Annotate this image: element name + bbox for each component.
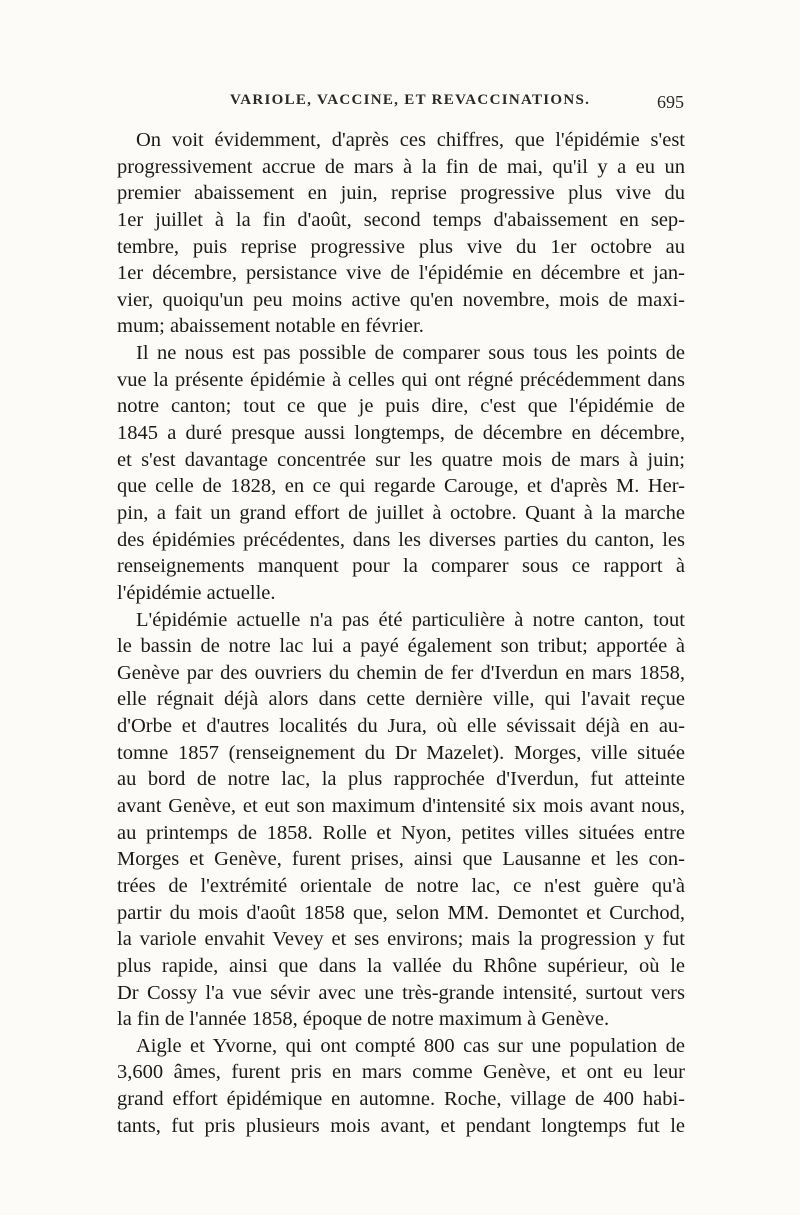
text-line: tants, fut pris plusieurs mois avant, et pendant longtemps fut le — [117, 1114, 685, 1137]
text-line: Il ne nous est pas possible de comparer sous tous les points de — [136, 342, 685, 365]
text-line: 1er juillet à la fin d'août, second temps d'abaissement en sep- — [117, 208, 685, 231]
text-line: tembre, puis reprise progressive plus vive du 1er octobre au — [117, 235, 685, 258]
text-line: l'épidémie actuelle. — [117, 581, 276, 604]
text-line: le bassin de notre lac lui a payé également son tribut; apportée à — [117, 635, 685, 658]
running-title: VARIOLE, VACCINE, ET REVACCINATIONS. — [230, 92, 591, 108]
paragraph-4 — [117, 1033, 685, 1140]
text-line: notre canton; tout ce que je puis dire, c'est que l'épidémie de — [117, 395, 685, 418]
text-line: tomne 1857 (renseignement du Dr Mazelet). Morges, ville située — [117, 741, 685, 764]
text-line: Aigle et Yvorne, qui ont compté 800 cas sur une population de — [136, 1034, 685, 1057]
text-line: vue la présente épidémie à celles qui ont régné précédemment dans — [117, 368, 685, 391]
paragraph-1 — [117, 127, 685, 340]
text-line: au printemps de 1858. Rolle et Nyon, petites villes situées entre — [117, 821, 685, 844]
text-line: Genève par des ouvriers du chemin de fer d'Iverdun en mars 1858, — [117, 661, 685, 684]
page-number: 695 — [657, 92, 684, 112]
text-line: des épidémies précédentes, dans les diverses parties du canton, les — [117, 528, 685, 551]
text-line: que celle de 1828, en ce qui regarde Carouge, et d'après M. Her- — [117, 475, 685, 498]
text-line: Morges et Genève, furent prises, ainsi que Lausanne et les con- — [117, 848, 685, 871]
text-line: d'Orbe et d'autres localités du Jura, où elle sévissait déjà en au- — [117, 715, 685, 738]
text-line: L'épidémie actuelle n'a pas été particulière à notre canton, tout — [136, 608, 685, 631]
text-line: la fin de l'année 1858, époque de notre maximum à Genève. — [117, 1008, 610, 1031]
text-line: partir du mois d'août 1858 que, selon MM. Demontet et Curchod, — [117, 901, 685, 924]
text-line: Dr Cossy l'a vue sévir avec une très-grande intensité, surtout vers — [117, 981, 685, 1004]
text-line: pin, a fait un grand effort de juillet à octobre. Quant à la marche — [117, 501, 685, 524]
text-line: au bord de notre lac, la plus rapprochée d'Iverdun, fut atteinte — [117, 768, 685, 791]
text-line: vier, quoiqu'un peu moins active qu'en novembre, mois de maxi- — [117, 288, 685, 311]
text-line: 3,600 âmes, furent pris en mars comme Genève, et ont eu leur — [117, 1061, 685, 1084]
text-line: et s'est davantage concentrée sur les quatre mois de mars à juin; — [117, 448, 685, 471]
text-line: trées de l'extrémité orientale de notre lac, ce n'est guère qu'à — [117, 874, 685, 897]
text-line: avant Genève, et eut son maximum d'intensité six mois avant nous, — [117, 795, 685, 818]
page-header — [118, 92, 684, 116]
body-text — [117, 127, 685, 1139]
text-line: elle régnait déjà alors dans cette dernière ville, qui l'avait reçue — [117, 688, 685, 711]
text-line: premier abaissement en juin, reprise progressive plus vive du — [117, 182, 685, 205]
text-line: renseignements manquent pour la comparer sous ce rapport à — [117, 555, 685, 578]
text-line: 1er décembre, persistance vive de l'épidémie en décembre et jan- — [117, 262, 685, 285]
paragraph-2 — [117, 340, 685, 606]
text-line: 1845 a duré presque aussi longtemps, de décembre en décembre, — [117, 422, 685, 445]
paragraph-3 — [117, 607, 685, 1033]
text-line: progressivement accrue de mars à la fin de mai, qu'il y a eu un — [117, 155, 685, 178]
text-line: grand effort épidémique en automne. Roche, village de 400 habi- — [117, 1088, 685, 1111]
text-line: mum; abaissement notable en février. — [117, 315, 424, 338]
text-line: la variole envahit Vevey et ses environs; mais la progression y fut — [117, 928, 685, 951]
text-line: On voit évidemment, d'après ces chiffres, que l'épidémie s'est — [136, 129, 685, 151]
text-line: plus rapide, ainsi que dans la vallée du Rhône supérieur, où le — [117, 954, 685, 977]
